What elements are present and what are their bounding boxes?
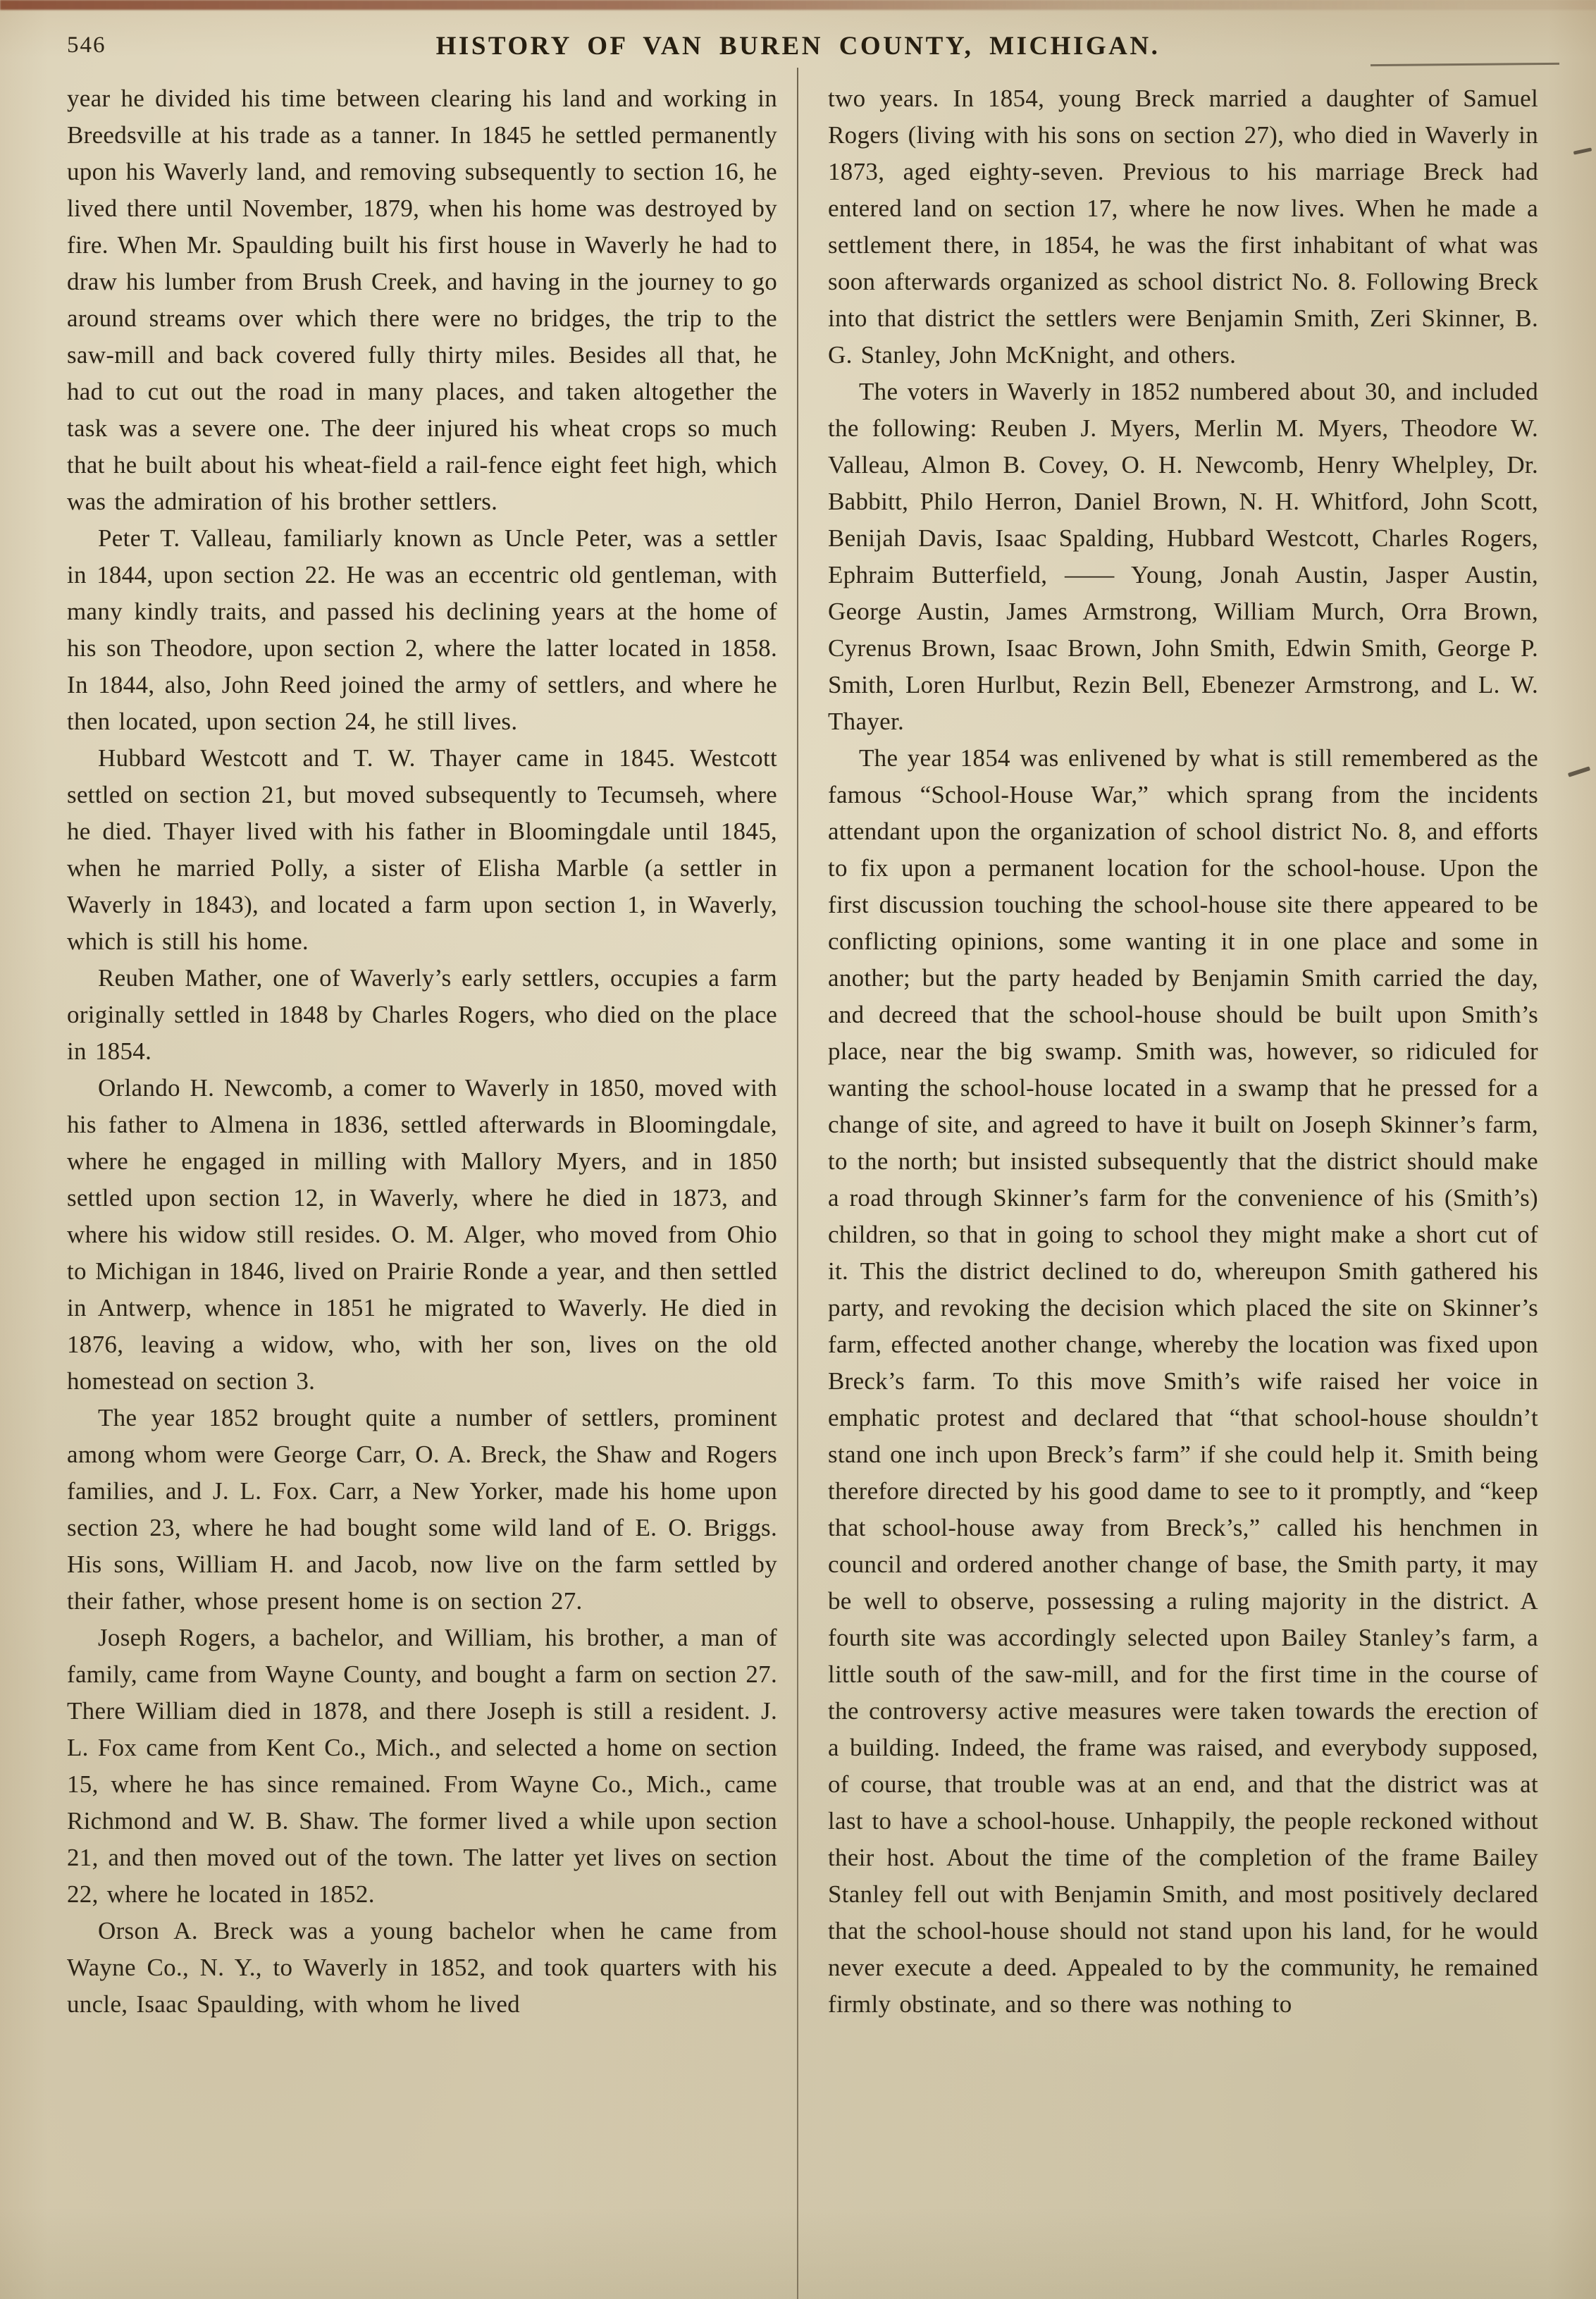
- paragraph: The year 1854 was enlivened by what is still remembered as the famous “School-House War,” which sprang from the incidents attendant upon the organization of school district No. 8, and efforts to fix upon a permanent location for the school-house. Upon the first discussion touching the school-house site there appeared to be conflicting opinions, some wanting it in one place and some in another; but the party headed by Benjamin Smith carried the day, and decreed that the school-house should be built upon Smith’s place, near the big swamp. Smith was, however, so ridiculed for wanting the school-house located in a swamp that he pressed for a change of site, and agreed to have it built on Joseph Skinner’s farm, to the north; but insisted subsequently that the district should make a road through Skinner’s farm for the convenience of his (Smith’s) children, so that in going to school they might make a short cut of it. This the district declined to do, whereupon Smith gathered his party, and revoking the decision which placed the site on Skinner’s farm, effected another change, whereby the location was fixed upon Breck’s farm. To this move Smith’s wife raised her voice in emphatic protest and declared that “that school-house shouldn’t stand one inch upon Breck’s farm” if she could help it. Smith being therefore directed by his good dame to see to it promptly, and “keep that school-house away from Breck’s,” called his henchmen in council and ordered another change of base, the Smith party, it may be well to observe, possessing a ruling majority in the district. A fourth site was accordingly selected upon Bailey Stanley’s farm, a little south of the saw-mill, and for the first time in the course of the controversy active measures were taken towards the erection of a building. Indeed, the frame was raised, and everybody supposed, of course, that trouble was at an end, and that the district was at last to have a school-house. Unhappily, the people reckoned without their host. About the time of the completion of the frame Bailey Stanley fell out with Benjamin Smith, and most positively declared that the school-house should not stand upon his land, for he would never execute a deed. Appealed to by the community, he remained firmly obstinate, and so there was nothing to: [828, 744, 1538, 2018]
- paragraph: Orson A. Breck was a young bachelor when he came from Wayne Co., N. Y., to Waverly in 1852, and took quarters with his uncle, Isaac Spaulding, with whom he lived: [67, 1917, 777, 2018]
- paragraph: year he divided his time between clearing his land and working in Breedsville at his trade as a tanner. In 1845 he settled permanently upon his Waverly land, and removing subsequently to section 16, he lived there until November, 1879, when his home was destroyed by fire. When Mr. Spaulding built his first house in Waverly he had to draw his lumber from Brush Creek, and having in the journey to go around streams over which there were no bridges, the trip to the saw-mill and back covered fully thirty miles. Besides all that, he had to cut out the road in many places, and taken altogether the task was a severe one. The deer injured his wheat crops so much that he built about his wheat-field a rail-fence eight feet high, which was the admiration of his brother settlers.: [67, 85, 777, 515]
- paragraph: Joseph Rogers, a bachelor, and William, his brother, a man of family, came from Wayne County, and bought a farm on section 27. There William died in 1878, and there Joseph is still a resident. J. L. Fox came from Kent Co., Mich., and selected a home on section 15, where he has since remained. From Wayne Co., Mich., came Richmond and W. B. Shaw. The former lived a while upon section 21, and then moved out of the town. The latter yet lives on section 22, where he located in 1852.: [67, 1624, 777, 1908]
- paragraph: two years. In 1854, young Breck married a daughter of Samuel Rogers (living with his sons on section 27), who died in Waverly in 1873, aged eighty-seven. Previous to his marriage Breck had entered land on section 17, where he now lives. When he made a settlement there, in 1854, he was the first inhabitant of what was soon afterwards organized as school district No. 8. Following Breck into that district the settlers were Benjamin Smith, Zeri Skinner, B. G. Stanley, John McKnight, and others.: [828, 85, 1538, 369]
- paragraph: Reuben Mather, one of Waverly’s early settlers, occupies a farm originally settled in 1848 by Charles Rogers, who died on the place in 1854.: [67, 964, 777, 1065]
- page-title: HISTORY OF VAN BUREN COUNTY, MICHIGAN.: [435, 32, 1161, 61]
- paragraph: The year 1852 brought quite a number of settlers, prominent among whom were George Carr, O. A. Breck, the Shaw and Rogers families, and J. L. Fox. Carr, a New Yorker, made his home upon section 23, where he had bought some wild land of E. O. Briggs. His sons, William H. and Jacob, now live on the farm settled by their father, whose present home is on section 27.: [67, 1404, 777, 1615]
- page-header: [0, 0, 1596, 70]
- right-column: [828, 80, 1538, 2023]
- paragraph: Orlando H. Newcomb, a comer to Waverly in 1850, moved with his father to Almena in 1836, settled afterwards in Bloomingdale, where he engaged in milling with Mallory Myers, and in 1850 settled upon section 12, in Waverly, where he died in 1873, and where his widow still resides. O. M. Alger, who moved from Ohio to Michigan in 1846, lived on Prairie Ronde a year, and then settled in Antwerp, whence in 1851 he migrated to Waverly. He died in 1876, leaving a widow, who, with her son, lives on the old homestead on section 3.: [67, 1074, 777, 1395]
- page-number: 546: [67, 32, 106, 58]
- column-divider: [797, 68, 798, 2299]
- paragraph: The voters in Waverly in 1852 numbered about 30, and included the following: Reuben J. Myers, Merlin M. Myers, Theodore W. Valleau, Almon B. Covey, O. H. Newcomb, Henry Whelpley, Dr. Babbitt, Philo Herron, Daniel Brown, N. H. Whitford, John Scott, Benijah Davis, Isaac Spalding, Hubbard Westcott, Charles Rogers, Ephraim Butterfield, —— Young, Jonah Austin, Jasper Austin, George Austin, James Armstrong, William Murch, Orra Brown, Cyrenus Brown, Isaac Brown, John Smith, Edwin Smith, George P. Smith, Loren Hurlbut, Rezin Bell, Ebenezer Armstrong, and L. W. Thayer.: [828, 378, 1538, 735]
- paragraph: Peter T. Valleau, familiarly known as Uncle Peter, was a settler in 1844, upon section 22. He was an eccentric old gentleman, with many kindly traits, and passed his declining years at the home of his son Theodore, upon section 2, where the latter located in 1858. In 1844, also, John Reed joined the army of settlers, and where he then located, upon section 24, he still lives.: [67, 524, 777, 735]
- paragraph: Hubbard Westcott and T. W. Thayer came in 1845. Westcott settled on section 21, but moved subsequently to Tecumseh, where he died. Thayer lived with his father in Bloomingdale until 1845, when he married Polly, a sister of Elisha Marble (a settler in Waverly in 1843), and located a farm upon section 1, in Waverly, which is still his home.: [67, 744, 777, 955]
- left-column: [67, 80, 777, 2023]
